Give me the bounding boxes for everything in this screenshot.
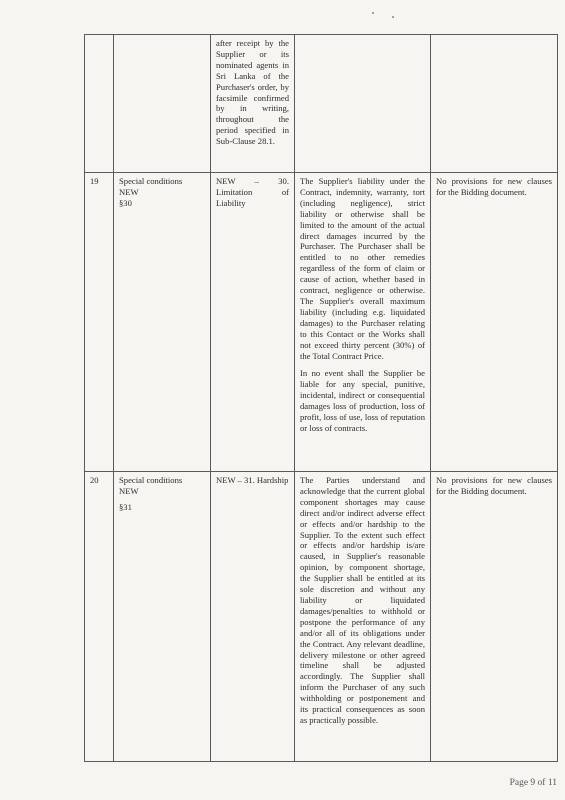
reference-line: §31 <box>119 501 132 512</box>
page-number: Page 9 of 11 <box>509 778 557 788</box>
reference-line: NEW <box>119 485 139 496</box>
clause-text-paragraph: after receipt by the Supplier or its nominated agents in Sri Lanka of the Purchaser's order, by facsimile confirmed by in writing, throughout the period specified in Sub-Clause 28.1. <box>216 38 289 147</box>
reference-line: Special conditions <box>119 176 183 186</box>
reference-line: §30 <box>119 197 132 208</box>
clause-text-paragraph: The Parties understand and acknowledge that the current global component shortages may cause direct and/or indirect adverse effect or effects and/or hardship to the Supplier. To the extent such effect or effects and/or hardship is/are caused, in Supplier's reasonable opinion, by component shortage, the Supplier shall be entitled at its sole discretion and without any liability or liquidated damages/penalties to withhold or postpone the performance of any and/or all of its obligations under the Contract. Any relevant deadline, delivery milestone or other agreed timeline shall be adjusted accordingly. The Supplier shall inform the Purchaser of any such withholding or postponement and its practical consequences as soon as practically possible. <box>300 475 425 725</box>
clause-text-paragraph: In no event shall the Supplier be liable for any special, punitive, incidental, indirect or consequential damages loss of production, loss of profit, loss of use, loss of reputation or loss of contracts. <box>300 368 425 433</box>
clause-reference <box>114 472 211 762</box>
clause-text-paragraph: The Supplier's liability under the Contract, indemnity, warranty, tort (including negligence), strict liability or otherwise shall be limited to the amount of the actual direct damages incurred by the Purchaser. The Purchaser shall be entitled to no other remedies regardless of the form of claim or cause of action, whether based in contract, negligence or otherwise. The Supplier's overall maximum liability (including e.g. liquidated damages) to the Purchaser relating to this Contact or the Works shall not exceed thirty percent (30%) of the Total Contract Price. <box>300 176 425 361</box>
clause-title: NEW – 31. Hardship <box>211 472 295 762</box>
reference-line: Special conditions <box>119 475 183 485</box>
clause-text <box>295 472 431 762</box>
row-number: 19 <box>85 173 114 472</box>
clause-reference <box>114 173 211 472</box>
table-row <box>85 173 558 472</box>
clause-text <box>295 173 431 472</box>
row-number <box>85 35 114 173</box>
reference-line: NEW <box>119 186 139 197</box>
remark: No provisions for new clauses for the Bidding document. <box>431 472 558 762</box>
table-row <box>85 472 558 762</box>
clause-reference <box>114 35 211 173</box>
clause-title <box>211 35 295 173</box>
table-row <box>85 35 558 173</box>
scan-speck <box>392 16 394 18</box>
scan-speck <box>372 12 374 14</box>
row-number: 20 <box>85 472 114 762</box>
remark: No provisions for new clauses for the Bidding document. <box>431 173 558 472</box>
clause-title: NEW – 30. Limitation of Liability <box>211 173 295 472</box>
clauses-table <box>84 34 558 762</box>
remark <box>431 35 558 173</box>
clause-text <box>295 35 431 173</box>
